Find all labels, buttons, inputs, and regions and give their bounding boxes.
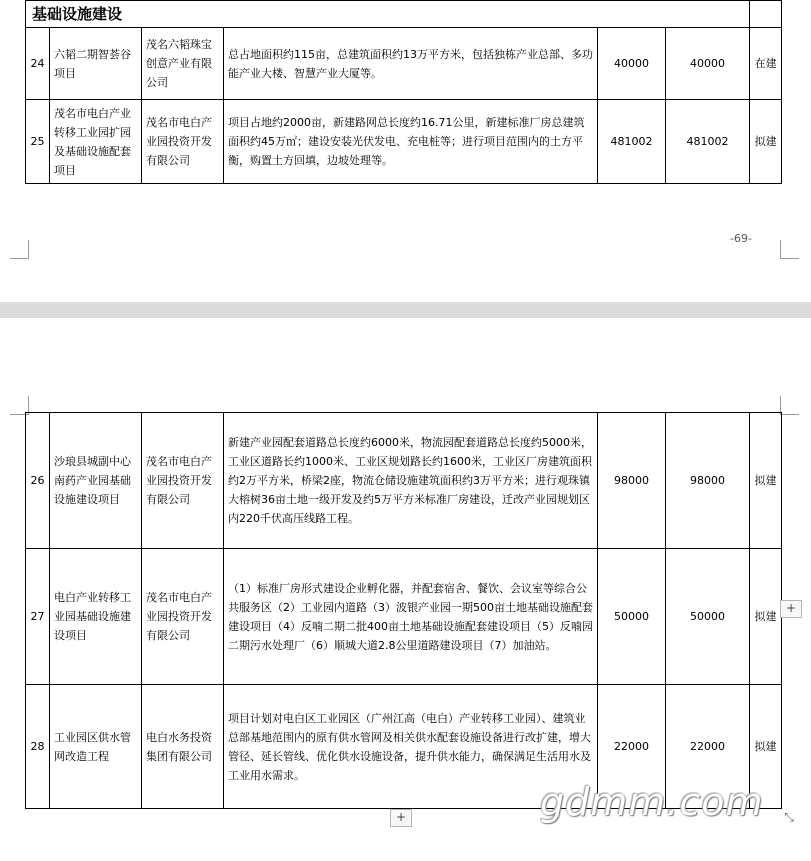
project-content: （1）标准厂房形式建设企业孵化器，并配套宿舍、餐饮、会议室等综合公共服务区（2）工业园内道路（3）波银产业园一期500亩土地基础设施配套建设项目（4）反喃二期二批400亩土地基础设施配套建设项目（5）反喃园二期污水处理厂（6）顺城大道2.8公里道路建设项目（7）加油站。 (224, 549, 598, 685)
page-number: -69- (730, 232, 752, 245)
project-name: 工业园区供水管网改造工程 (50, 685, 142, 809)
table-row (26, 549, 782, 685)
total-investment: 40000 (598, 28, 666, 100)
project-content: 新建产业园配套道路总长度约6000米，物流园配套道路总长度约5000米，工业区道路长约1000米、工业区规划路长约1600米，工业区厂房建筑面积约2万平方米，桥梁2座，物流仓储设施建筑面积约3万平方米；进行观珠镇大榕树36亩土地一级开发及约5万平方米标准厂房建设，迁改产业园规划区内220千伏高压线路工程。 (224, 413, 598, 549)
document-page-69 (0, 0, 811, 302)
margin-corner-mark (10, 240, 29, 259)
project-table-page-70 (25, 412, 782, 809)
company-name: 电白水务投资集团有限公司 (142, 685, 224, 809)
project-table-page-69 (25, 0, 782, 184)
project-content: 总占地面积约115亩，总建筑面积约13万平方米，包括独栋产业总部、多功能产业大楼、智慧产业大厦等。 (224, 28, 598, 100)
total-investment: 481002 (598, 100, 666, 184)
project-name: 电白产业转移工业园基础设施建设项目 (50, 549, 142, 685)
status-badge: 拟建 (750, 413, 782, 549)
row-number: 25 (26, 100, 50, 184)
table-row (26, 28, 782, 100)
company-name: 茂名市电白产业园投资开发有限公司 (142, 413, 224, 549)
project-name: 茂名市电白产业转移工业园扩园及基础设施配套项目 (50, 100, 142, 184)
company-name: 茂名六韬珠宝创意产业有限公司 (142, 28, 224, 100)
section-header-row (26, 1, 782, 28)
row-number: 28 (26, 685, 50, 809)
row-number: 27 (26, 549, 50, 685)
planned-investment: 22000 (666, 685, 750, 809)
row-number: 24 (26, 28, 50, 100)
margin-corner-mark (780, 396, 799, 415)
project-content: 项目占地约2000亩，新建路网总长度约16.71公里，新建标准厂房总建筑面积约45万㎡；建设安装光伏发电、充电桩等；进行项目范围内的土方平衡，购置土方回填，边坡处理等。 (224, 100, 598, 184)
project-content: 项目计划对电白区工业园区（广州江高（电白）产业转移工业园）、建筑业总部基地范围内的原有供水管网及相关供水配套设施设备进行改扩建，增大管径、延长管线、优化供水设施设备，提升供水能力，确保满足生活用水及工业用水需求。 (224, 685, 598, 809)
row-number: 26 (26, 413, 50, 549)
margin-corner-mark (780, 240, 799, 259)
section-title: 基础设施建设 (26, 1, 750, 28)
status-badge: 拟建 (750, 100, 782, 184)
table-row (26, 413, 782, 549)
add-column-button[interactable]: + (780, 600, 802, 618)
status-badge: 在建 (750, 28, 782, 100)
total-investment: 50000 (598, 549, 666, 685)
add-row-button[interactable]: + (390, 809, 412, 827)
planned-investment: 98000 (666, 413, 750, 549)
page-gap (0, 302, 811, 318)
table-resize-icon[interactable]: ⤡ (784, 810, 794, 824)
total-investment: 98000 (598, 413, 666, 549)
planned-investment: 40000 (666, 28, 750, 100)
project-name: 六韬二期智荟谷项目 (50, 28, 142, 100)
status-badge: 拟建 (750, 549, 782, 685)
total-investment: 22000 (598, 685, 666, 809)
project-name: 沙琅县城副中心南药产业园基础设施建设项目 (50, 413, 142, 549)
watermark-text: gdmm.com (540, 780, 764, 824)
planned-investment: 50000 (666, 549, 750, 685)
table-row (26, 100, 782, 184)
company-name: 茂名市电白产业园投资开发有限公司 (142, 100, 224, 184)
company-name: 茂名市电白产业园投资开发有限公司 (142, 549, 224, 685)
planned-investment: 481002 (666, 100, 750, 184)
status-badge: 拟建 (750, 685, 782, 809)
